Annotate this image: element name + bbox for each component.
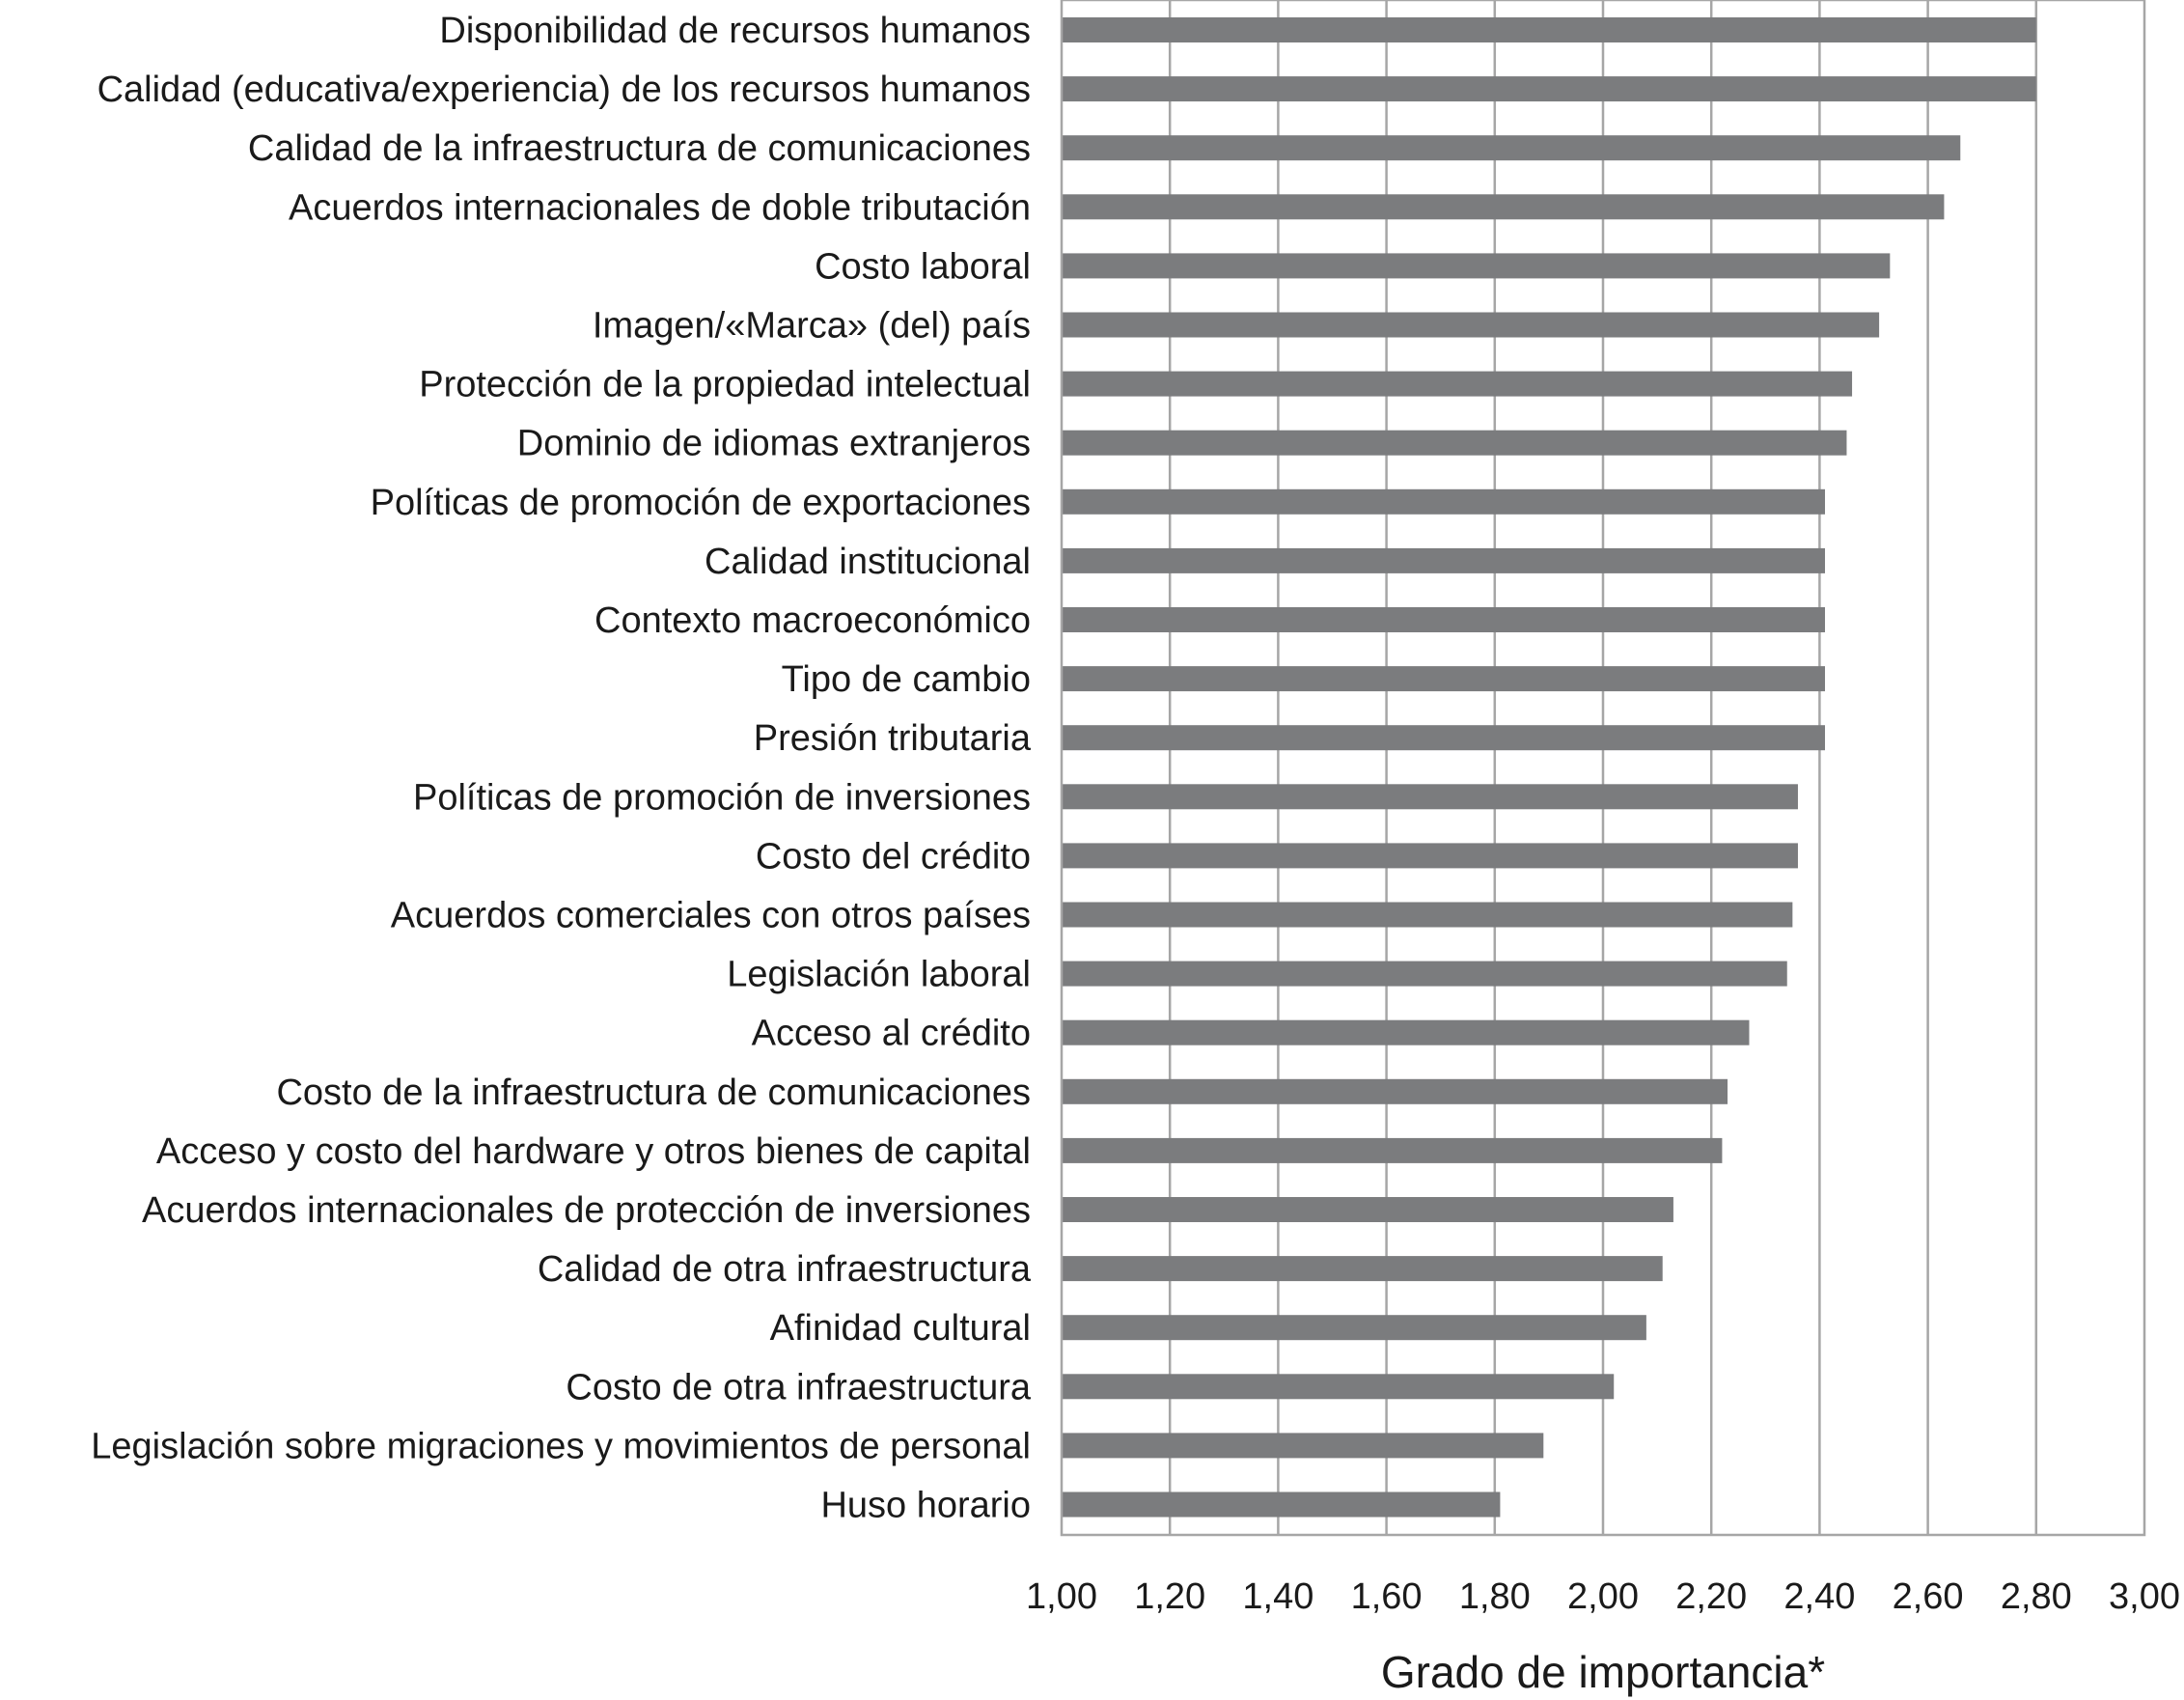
category-label: Políticas de promoción de exportaciones — [370, 482, 1031, 523]
category-label: Huso horario — [820, 1485, 1031, 1526]
category-label: Acuerdos internacionales de doble tributación — [289, 187, 1031, 229]
category-label: Acuerdos internacionales de protección de inversiones — [142, 1190, 1031, 1231]
category-label: Costo laboral — [815, 246, 1031, 288]
category-label: Acuerdos comerciales con otros países — [390, 895, 1031, 936]
bar — [1062, 431, 1846, 456]
bar — [1062, 1374, 1614, 1399]
category-label: Legislación laboral — [727, 954, 1031, 995]
bar — [1062, 725, 1825, 750]
bar — [1062, 961, 1787, 987]
x-tick-label: 1,80 — [1458, 1576, 1531, 1617]
x-tick-label: 2,00 — [1567, 1576, 1639, 1617]
x-axis-title: Grado de importancia* — [1380, 1647, 1826, 1697]
bar — [1062, 489, 1825, 515]
bar — [1062, 843, 1798, 868]
x-tick-label: 2,40 — [1783, 1576, 1856, 1617]
category-label: Costo de otra infraestructura — [566, 1367, 1031, 1408]
bar — [1062, 548, 1825, 573]
bar — [1062, 17, 2036, 42]
x-tick-label: 1,60 — [1350, 1576, 1423, 1617]
category-label: Costo de la infraestructura de comunicaciones — [276, 1072, 1031, 1113]
category-label: Calidad de otra infraestructura — [537, 1249, 1031, 1291]
bar — [1062, 1138, 1722, 1163]
x-tick-label: 3,00 — [2109, 1576, 2180, 1617]
bar — [1062, 607, 1825, 632]
bar — [1062, 1020, 1749, 1045]
bar — [1062, 1315, 1646, 1340]
bar — [1062, 903, 1792, 928]
x-tick-label: 2,60 — [1892, 1576, 1964, 1617]
category-label: Acceso y costo del hardware y otros bienes de capital — [155, 1130, 1031, 1172]
bar — [1062, 1079, 1728, 1104]
x-tick-label: 2,20 — [1675, 1576, 1748, 1617]
x-tick-label: 1,40 — [1242, 1576, 1314, 1617]
category-label: Legislación sobre migraciones y movimientos de personal — [91, 1426, 1031, 1467]
x-tick-label: 1,00 — [1026, 1576, 1097, 1617]
category-label: Afinidad cultural — [769, 1308, 1031, 1350]
category-label: Presión tributaria — [753, 718, 1031, 760]
category-label: Calidad de la infraestructura de comunicaciones — [247, 128, 1031, 170]
category-label: Costo del crédito — [755, 836, 1031, 878]
category-label: Tipo de cambio — [781, 659, 1031, 701]
bar — [1062, 372, 1852, 397]
category-label: Protección de la propiedad intelectual — [419, 364, 1031, 405]
category-label: Calidad (educativa/experiencia) de los recursos humanos — [97, 70, 1031, 111]
bar — [1062, 1433, 1543, 1458]
bar — [1062, 76, 2036, 101]
x-tick-label: 1,20 — [1134, 1576, 1206, 1617]
category-label: Políticas de promoción de inversiones — [412, 777, 1031, 819]
bar — [1062, 313, 1879, 338]
category-label: Contexto macroeconómico — [594, 600, 1031, 641]
x-tick-labels — [1026, 1576, 2180, 1617]
x-tick-label: 2,80 — [2000, 1576, 2072, 1617]
bar — [1062, 1197, 1673, 1222]
bar — [1062, 194, 1944, 219]
bar — [1062, 1492, 1500, 1518]
bar — [1062, 666, 1825, 691]
category-label: Imagen/«Marca» (del) país — [592, 305, 1031, 347]
bar — [1062, 784, 1798, 809]
category-label: Disponibilidad de recursos humanos — [439, 11, 1031, 51]
bar — [1062, 1256, 1663, 1281]
bar — [1062, 135, 1960, 160]
category-label: Dominio de idiomas extranjeros — [516, 423, 1031, 464]
bar — [1062, 253, 1890, 278]
category-label: Calidad institucional — [705, 541, 1031, 582]
category-label: Acceso al crédito — [751, 1013, 1031, 1054]
